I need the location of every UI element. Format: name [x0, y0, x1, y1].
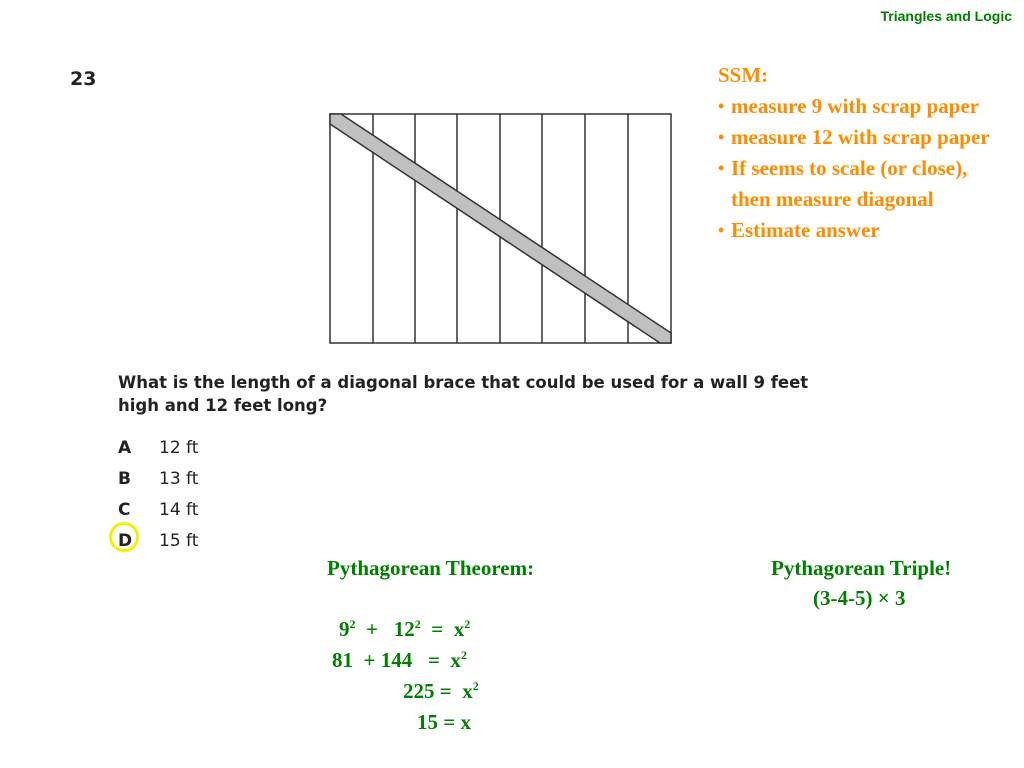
exponent: 2 — [460, 648, 467, 662]
term-b: 12 — [393, 617, 415, 641]
theorem-line-2 — [332, 648, 467, 673]
slide-title: Triangles and Logic — [880, 8, 1012, 24]
term-a: 9 — [339, 617, 350, 641]
theorem-line-3-text: 225 = x — [403, 679, 473, 703]
choice-letter: A — [118, 438, 132, 458]
theorem-heading: Pythagorean Theorem: — [327, 556, 535, 580]
theorem-line-1 — [339, 617, 470, 642]
choice-letter: D — [118, 531, 133, 551]
triple-detail: (3-4-5) × 3 — [813, 586, 906, 610]
theorem-line-4: 15 = x — [417, 710, 471, 734]
plus-sign: + — [366, 617, 378, 641]
equals-sign: = — [431, 617, 444, 641]
ssm-bullet: • Estimate answer — [718, 215, 1008, 246]
wall-brace-figure — [329, 113, 672, 344]
ssm-panel — [718, 60, 1008, 246]
choice-value: 13 ft — [159, 469, 199, 489]
theorem-line-2-text: 81 + 144 = x — [332, 648, 461, 672]
triple-heading: Pythagorean Triple! — [771, 556, 952, 580]
term-c: x — [453, 617, 465, 641]
question-text — [118, 371, 908, 417]
exponent: 2 — [472, 679, 479, 693]
theorem-line-3 — [403, 679, 479, 704]
ssm-heading: SSM: — [718, 63, 769, 87]
ssm-bullet: • measure 9 with scrap paper — [718, 91, 1008, 122]
exponent: 2 — [349, 617, 356, 631]
question-line-2: high and 12 feet long? — [118, 396, 328, 415]
exponent: 2 — [414, 617, 421, 631]
choice-value: 12 ft — [159, 438, 199, 458]
question-number: 23 — [70, 68, 97, 90]
ssm-list — [718, 91, 1008, 246]
ssm-bullet: • measure 12 with scrap paper — [718, 122, 1008, 153]
choice-letter: C — [118, 500, 131, 520]
choice-value: 15 ft — [159, 531, 199, 551]
ssm-bullet: • If seems to scale (or close), then measure diagonal — [718, 153, 1008, 215]
choice-letter: B — [118, 469, 131, 489]
choice-value: 14 ft — [159, 500, 199, 520]
exponent: 2 — [464, 617, 471, 631]
question-line-1: What is the length of a diagonal brace that could be used for a wall 9 feet — [118, 373, 809, 392]
